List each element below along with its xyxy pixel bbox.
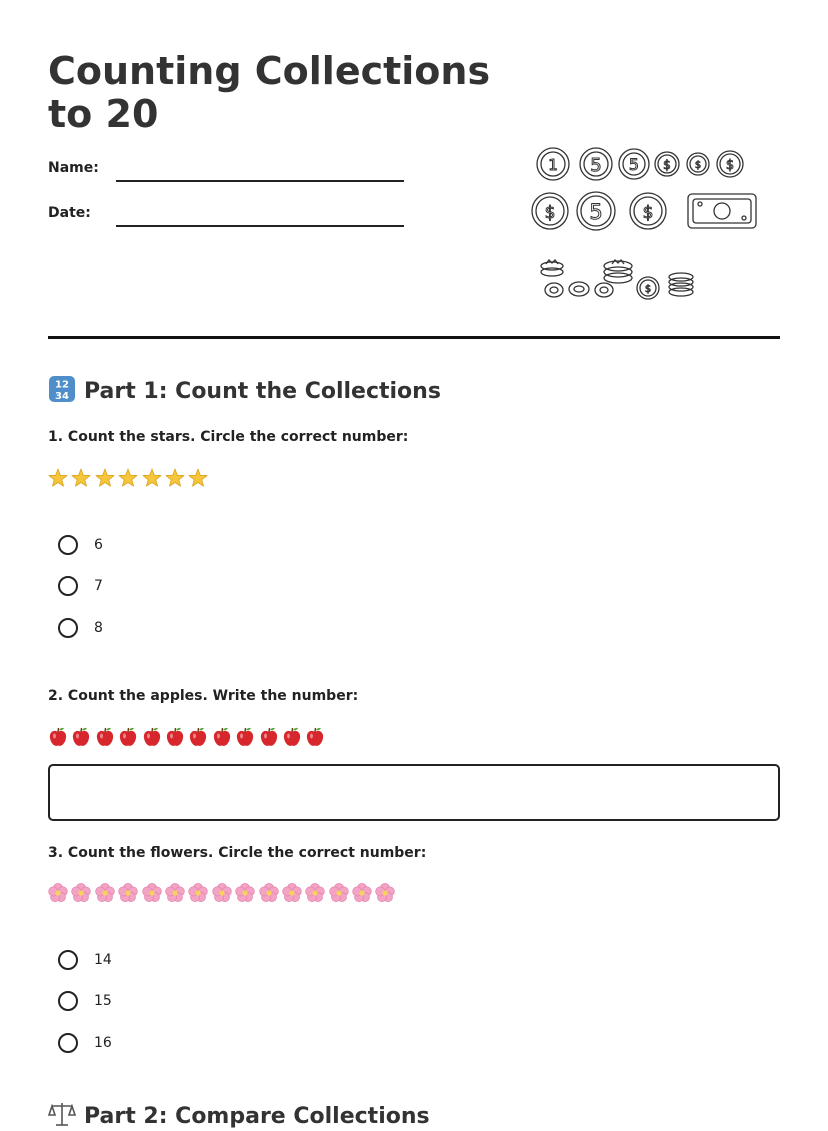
date-field[interactable]: [48, 205, 408, 233]
worksheet-page: [48, 0, 780, 1129]
option-label: 16: [94, 1035, 112, 1051]
radio-circle[interactable]: [58, 618, 78, 638]
q1-option-2[interactable]: [58, 574, 103, 598]
q3-option-2[interactable]: [58, 989, 112, 1013]
flower-collection: [48, 882, 395, 904]
svg-text:12: 12: [55, 379, 69, 391]
star-collection: [48, 467, 208, 489]
part1-heading-text: Part 1: Count the Collections: [84, 379, 441, 404]
input-numbers-icon: [48, 375, 76, 403]
part2-heading: [48, 1100, 430, 1131]
option-label: 7: [94, 578, 103, 594]
part1-heading: [48, 375, 441, 406]
flower-icon: [71, 882, 91, 904]
part2-heading-text: Part 2: Compare Collections: [84, 1104, 430, 1129]
star-icon: [118, 467, 138, 489]
radio-circle[interactable]: [58, 1033, 78, 1053]
option-label: 6: [94, 537, 103, 553]
radio-circle[interactable]: [58, 535, 78, 555]
svg-text:5: 5: [628, 155, 640, 174]
coins-and-bill-icon: [530, 146, 762, 306]
apple-collection: [48, 726, 325, 748]
name-field[interactable]: [48, 160, 408, 188]
flower-icon: [352, 882, 372, 904]
star-icon: [95, 467, 115, 489]
name-line[interactable]: [116, 180, 404, 182]
flower-icon: [329, 882, 349, 904]
coin-row-2: [532, 192, 756, 230]
star-icon: [165, 467, 185, 489]
apple-icon: [142, 726, 162, 748]
flower-icon: [305, 882, 325, 904]
apple-icon: [305, 726, 325, 748]
apple-icon: [71, 726, 91, 748]
q3-option-1[interactable]: [58, 948, 112, 972]
svg-text:$: $: [725, 158, 735, 173]
svg-text:$: $: [694, 160, 702, 171]
q3-option-3[interactable]: [58, 1031, 112, 1055]
flower-icon: [95, 882, 115, 904]
star-icon: [188, 467, 208, 489]
answer-input-box[interactable]: [48, 764, 780, 821]
apple-icon: [212, 726, 232, 748]
option-label: 15: [94, 993, 112, 1009]
coin-row-1: [537, 148, 743, 180]
apple-icon: [165, 726, 185, 748]
flower-icon: [48, 882, 68, 904]
flower-icon: [259, 882, 279, 904]
flower-icon: [188, 882, 208, 904]
apple-icon: [259, 726, 279, 748]
flower-icon: [212, 882, 232, 904]
svg-text:34: 34: [55, 391, 69, 402]
flower-icon: [165, 882, 185, 904]
flower-icon: [375, 882, 395, 904]
page-title: Counting Collections to 20: [48, 49, 491, 136]
svg-text:1: 1: [548, 156, 558, 174]
date-label: Date:: [48, 205, 91, 221]
apple-icon: [48, 726, 68, 748]
coin-row-3: [541, 260, 693, 299]
star-icon: [71, 467, 91, 489]
radio-circle[interactable]: [58, 991, 78, 1011]
option-label: 14: [94, 952, 112, 968]
apple-icon: [118, 726, 138, 748]
flower-icon: [235, 882, 255, 904]
apple-icon: [95, 726, 115, 748]
balance-scale-icon: [48, 1100, 76, 1128]
svg-text:$: $: [644, 284, 652, 295]
svg-text:5: 5: [589, 200, 603, 224]
apple-icon: [188, 726, 208, 748]
svg-text:$: $: [642, 203, 654, 223]
option-label: 8: [94, 620, 103, 636]
star-icon: [48, 467, 68, 489]
q1-option-3[interactable]: [58, 616, 103, 640]
q1-option-1[interactable]: [58, 533, 103, 557]
flower-icon: [118, 882, 138, 904]
name-label: Name:: [48, 160, 99, 176]
question-3-prompt: 3. Count the flowers. Circle the correct number:: [48, 845, 427, 861]
star-icon: [142, 467, 162, 489]
svg-text:5: 5: [590, 155, 602, 176]
section-divider: [48, 336, 780, 339]
radio-circle[interactable]: [58, 950, 78, 970]
date-line[interactable]: [116, 225, 404, 227]
apple-icon: [235, 726, 255, 748]
svg-text:$: $: [544, 203, 556, 223]
svg-text:$: $: [663, 158, 671, 172]
flower-icon: [282, 882, 302, 904]
question-1-prompt: 1. Count the stars. Circle the correct number:: [48, 429, 409, 445]
radio-circle[interactable]: [58, 576, 78, 596]
flower-icon: [142, 882, 162, 904]
apple-icon: [282, 726, 302, 748]
question-2-prompt: 2. Count the apples. Write the number:: [48, 688, 359, 704]
